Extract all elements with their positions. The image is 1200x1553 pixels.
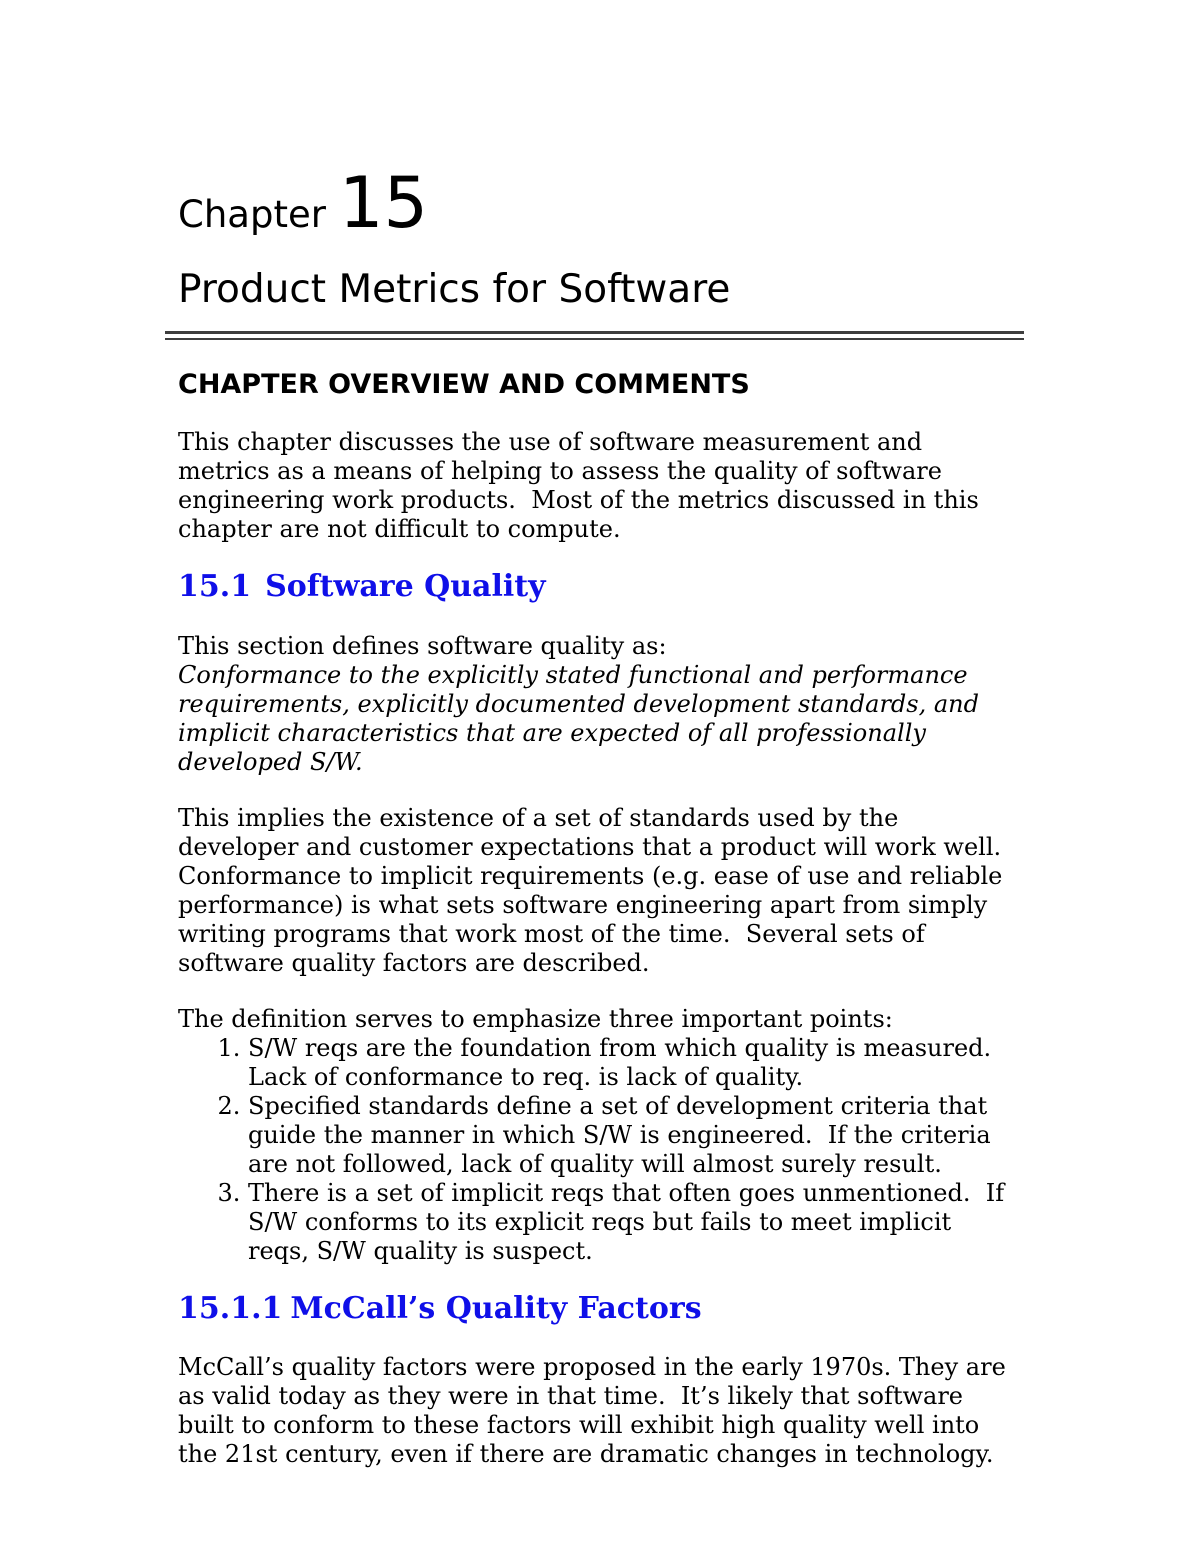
standards-paragraph: This implies the existence of a set of standards used by the developer and customer expectations that a product will work well. Conformance to implicit requirements (e.g. ease of use and reliable performance) is what sets software engineering apart from simply writing programs that work most of the time. Several sets of software quality factors are described. xyxy=(178,803,1017,977)
points-intro: The definition serves to emphasize three important points: xyxy=(178,1004,893,1033)
list-item: 1. S/W reqs are the foundation from which quality is measured. Lack of conformance to req. is lack of quality. xyxy=(248,1034,1015,1092)
mccall-paragraph: McCall’s quality factors were proposed in the early 1970s. They are as valid today as they were in that time. It’s likely that software built to conform to these factors will exhibit high quality well into the 21st century, even if there are dramatic changes in technology. xyxy=(178,1353,1014,1469)
section-intro: This section defines software quality as: xyxy=(178,631,667,660)
section-title: Software Quality xyxy=(265,569,546,605)
quality-definition: Conformance to the explicitly stated functional and performance requirements, explicitly documented development standards, and implicit characteristics that are expected of all professionally developed S/W. xyxy=(178,660,987,776)
list-item: 2. Specified standards define a set of development criteria that guide the manner in which S/W is engineered. If the criteria are not followed, lack of quality will almost surely result. xyxy=(248,1092,1015,1179)
overview-heading: CHAPTER OVERVIEW AND COMMENTS xyxy=(178,368,750,400)
section-number: 15.1.1 xyxy=(178,1290,283,1326)
chapter-label: Chapter xyxy=(178,193,326,236)
section-heading-15-1-1 xyxy=(178,1292,1015,1327)
chapter-heading xyxy=(178,162,1015,244)
overview-paragraph: This chapter discusses the use of software measurement and metrics as a means of helping to assess the quality of software engineering work products. Most of the metrics discussed in this chapter are not difficult to compute. xyxy=(178,428,987,544)
list-item: 3. There is a set of implicit reqs that often goes unmentioned. If S/W conforms to its explicit reqs but fails to meet implicit reqs, S/W quality is suspect. xyxy=(248,1179,1015,1266)
page-title: Product Metrics for Software xyxy=(178,267,731,312)
title-divider-rule xyxy=(165,331,1024,340)
section-number: 15.1 xyxy=(178,569,252,605)
section-title: McCall’s Quality Factors xyxy=(290,1290,702,1326)
important-points-list xyxy=(178,1034,1015,1266)
section-heading-15-1 xyxy=(178,570,1015,605)
chapter-number: 15 xyxy=(338,162,429,244)
